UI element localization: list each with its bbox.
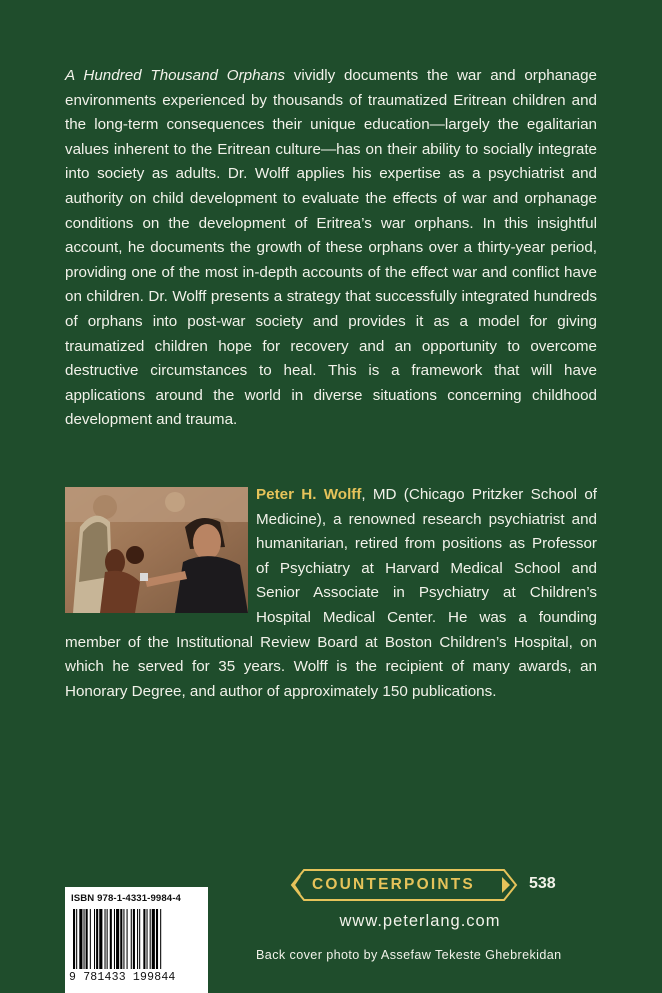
barcode-bar: [147, 909, 148, 969]
series-number: 538: [529, 875, 556, 892]
barcode-bar: [107, 909, 108, 969]
barcode-bar: [139, 909, 140, 969]
barcode-bar: [123, 909, 124, 969]
barcode-bar: [96, 909, 98, 969]
author-bio: [65, 483, 597, 704]
barcode-bar: [120, 909, 122, 969]
barcode-bar: [79, 909, 82, 969]
bio-text: , MD (Chicago Pritzker School of Medicine), a renowned research psychiatrist and humanitarian, retired from positions as Professor of Psychiatry at Harvard Medical School and Senior Associate in Psychiatry at Children’s Hospital Medical Center. He was a founding member of the Institutional Review Board at Boston Children’s Hospital, on which he served for 35 years. Wolff is the recipient of many awards, an Honorary Degree, and author of approximately 150 publications.: [65, 486, 597, 700]
barcode-bar: [90, 909, 91, 969]
barcode-bar: [84, 909, 85, 969]
description-text: vividly documents the war and orphanage environments experienced by thousands of traumatized Eritrean children and the long-term consequences their unique education—largely the egalitarian values inherent to the Eritrean culture—has on their ability to socially integrate into society as adults. Dr. Wolff applies his expertise as a psychiatrist and authority on child development to evaluate the effects of war and orphanage conditions on the development of Eritrea’s war orphans. In this insightful account, he documents the growth of these orphans over a thirty-year period, providing one of the most in-depth accounts of the effect war and conflict have on children. Dr. Wolff presents a strategy that successfully integrated hundreds of orphans into post-war society and provides it as a model for giving traumatized children hope for recovery and an opportunity to overcome destructive circumstances to heal. This is a framework that will have applications around the world in diverse situations concerning childhood development and trauma.: [65, 67, 597, 429]
barcode-bar: [156, 909, 158, 969]
barcode-bar: [105, 909, 106, 969]
series-logo-row: [290, 868, 556, 902]
barcode-bar: [73, 909, 75, 969]
book-description: [65, 64, 597, 433]
book-title: A Hundred Thousand Orphans: [65, 67, 286, 84]
barcode-bar: [137, 909, 138, 969]
isbn-digits: 9 781433 199844: [69, 971, 176, 984]
barcode-bar: [150, 909, 151, 969]
author-name: Peter H. Wolff: [256, 486, 362, 503]
photo-spacer: [65, 483, 256, 613]
barcode-bar: [127, 909, 128, 969]
isbn-label: ISBN 978-1-4331-9984-4: [71, 893, 181, 904]
barcode-bar: [86, 909, 88, 969]
website: www.peterlang.com: [339, 912, 501, 930]
barcode-bar: [152, 909, 155, 969]
photo-credit: Back cover photo by Assefaw Tekeste Ghebrekidan: [256, 948, 562, 962]
isbn-barcode-box: [65, 887, 208, 993]
barcode-bar: [94, 909, 95, 969]
barcode-bar: [131, 909, 132, 969]
barcode: [71, 909, 203, 971]
barcode-bar: [143, 909, 145, 969]
barcode-bar: [76, 909, 77, 969]
counterpoints-logo: [290, 868, 518, 902]
barcode-bar: [114, 909, 115, 969]
series-name: COUNTERPOINTS: [312, 876, 475, 893]
barcode-bar: [99, 909, 102, 969]
barcode-bar: [116, 909, 119, 969]
barcode-bar: [160, 909, 161, 969]
barcode-bar: [133, 909, 135, 969]
barcode-bar: [110, 909, 112, 969]
